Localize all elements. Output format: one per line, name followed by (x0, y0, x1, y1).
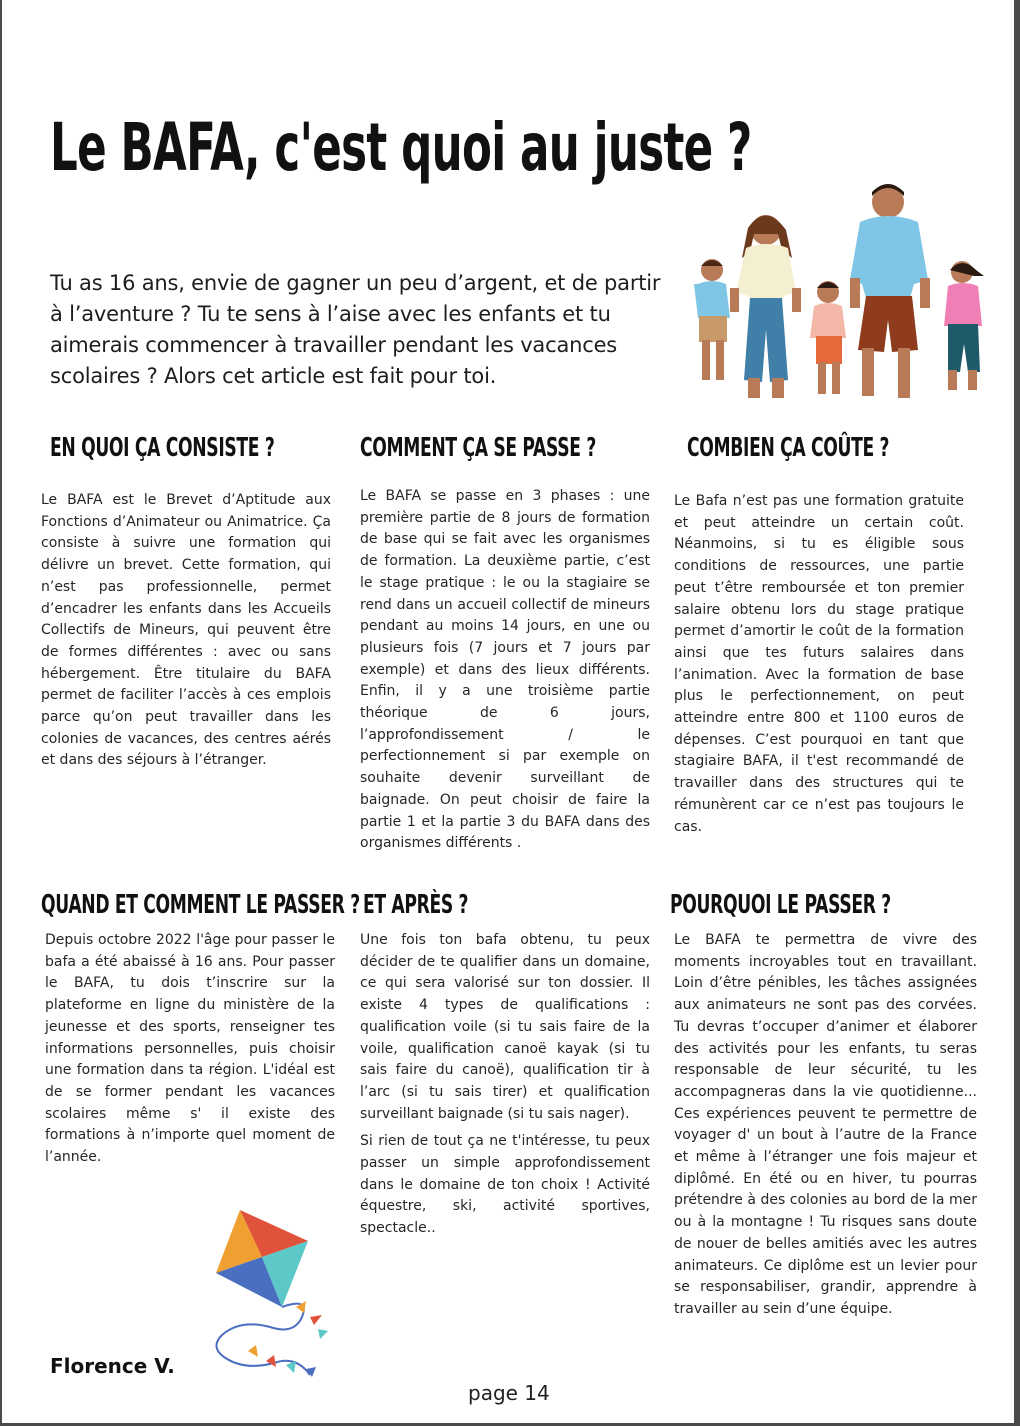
boy-middle-figure (810, 281, 846, 394)
heading-et-apres: ET APRÈS ? (363, 890, 469, 920)
paragraph: Si rien de tout ça ne t'intéresse, tu peux passer un simple approfondissement dans le domaine de ton choix ! Activité équestre, ski, activité sportives, spectacle.. (360, 1133, 650, 1237)
paragraph: Le Bafa n’est pas une formation gratuite et peut atteindre un certain coût. Néanmoins, si tu es éligible sous conditions de ressources, une partie peut t’être remboursée et ton premier salaire obtenu lors du stage pratique permet d’amortir le coût de la formation ainsi que tes futurs salaires dans l’animation. Avec la formation de base plus le perfectionnement, on peut atteindre entre 800 et 1100 euros de dépenses. C’est pourquoi en tant que stagiaire BAFA, il t'est recommandé de travailler dans des structures qui te rémunèrent car ce n’est pas toujours le cas. (674, 493, 964, 835)
heading-combien: COMBIEN ÇA COÛTE ? (687, 433, 890, 463)
paragraph: Le BAFA se passe en 3 phases : une première partie de 8 jours de formation de base qui se fait avec les organismes de formation. La deuxième partie, c’est le stage pratique : le ou la stagiaire se rend dans un accueil collectif de mineurs pendant au moins 14 jours, en une ou plusieurs fois (7 jours et 7 jours par exemple) et dans des lieux différents. Enfin, il y a une troisième partie théorique de 6 jours, l’approfondissement / le perfectionnement si par exemple on souhaite devenir surveillant de baignade. On peut choisir de faire la partie 1 et la partie 3 du BAFA dans des organismes différents . (360, 488, 650, 852)
paragraph: Le BAFA te permettra de vivre des moments incroyables tout en travaillant. Loin d’être pénibles, les tâches assignées aux animateurs ne sont pas des corvées. Tu devras t’occuper d’animer et élaborer des activités pour les enfants, tu seras responsable de leur sécurité, tu les accompagneras dans la vie quotidienne... Ces expériences peuvent te permettre de voyager d' un bout à l’autre de la France et même à l’étranger une fois majeur et diplômé. En été ou en hiver, tu pourras prétendre à des colonies au bord de la mer ou à la montagne ! Tu risques sans doute de nouer de belles amitiés avec les autres animateurs. Ce diplôme est un levier pour se responsabiliser, grandir, apprendre à travailler au sein d’une équipe. (674, 932, 977, 1317)
kite-illustration (210, 1205, 340, 1385)
paragraph: Depuis octobre 2022 l'âge pour passer le bafa a été abaissé à 16 ans. Pour passer le BAFA, tu dois t’inscrire sur la plateforme en ligne du ministère de la jeunesse et des sports, renseigner tes informations personnelles, puis choisir une formation dans ta région. L'idéal est de se former pendant les vacances scolaires même s' il existe des formations à n’importe quel moment de l’année. (45, 932, 335, 1166)
text-quand-comment (45, 930, 335, 1169)
heading-quand-comment: QUAND ET COMMENT LE PASSER ? (41, 890, 360, 920)
author-name: Florence V. (50, 1354, 175, 1378)
paragraph: Une fois ton bafa obtenu, tu peux décider de te qualifier dans un domaine, ce qui sera valorisé sur ton dossier. Il existe 4 types de qualifications : qualification voile (si tu sais faire de la voile, qualification canoë kayak (si tu sais faire du canoë), qualification tir à l’arc (si tu sais tirer) et qualification surveillant baignade (si tu sais nager). (360, 932, 650, 1122)
article-title: Le BAFA, c'est quoi au juste ? (50, 109, 752, 186)
text-pourquoi (674, 930, 977, 1321)
article-intro: Tu as 16 ans, envie de gagner un peu d’argent, et de partir à l’aventure ? Tu te sens à l’aise avec les enfants et tu aimerais commencer à travailler pendant les vacances scolaires ? Alors cet article est fait pour toi. (50, 271, 661, 388)
family-walking-illustration (690, 180, 1010, 415)
text-et-apres (360, 930, 650, 1240)
text-combien (674, 491, 964, 838)
page-number: page 14 (468, 1381, 550, 1405)
heading-en-quoi: EN QUOI ÇA CONSISTE ? (50, 433, 275, 463)
page-border-right (1014, 0, 1020, 1426)
girl-right-figure (944, 261, 984, 390)
paragraph: Le BAFA est le Brevet d’Aptitude aux Fonctions d’Animateur ou Animatrice. Ça consiste à suivre une formation qui délivre un brevet. Cette formation, qui n’est pas professionnelle, permet d’encadrer les enfants dans les Accueils Collectifs de Mineurs, qui peuvent être de formes différentes : avec ou sans hébergement. Être titulaire du BAFA permet de faciliter l’accès à ces emplois parce qu’on peut travailler dans les colonies de vacances, des centres aérés et dans des séjours à l’étranger. (41, 492, 331, 769)
text-en-quoi (41, 490, 331, 772)
mother-figure (730, 215, 801, 398)
father-figure (850, 184, 930, 398)
heading-pourquoi: POURQUOI LE PASSER ? (670, 890, 891, 920)
text-comment-passe (360, 486, 650, 855)
boy-left-figure (694, 259, 730, 380)
page-border-left (0, 0, 2, 1426)
heading-comment-passe: COMMENT ÇA SE PASSE ? (360, 433, 596, 463)
